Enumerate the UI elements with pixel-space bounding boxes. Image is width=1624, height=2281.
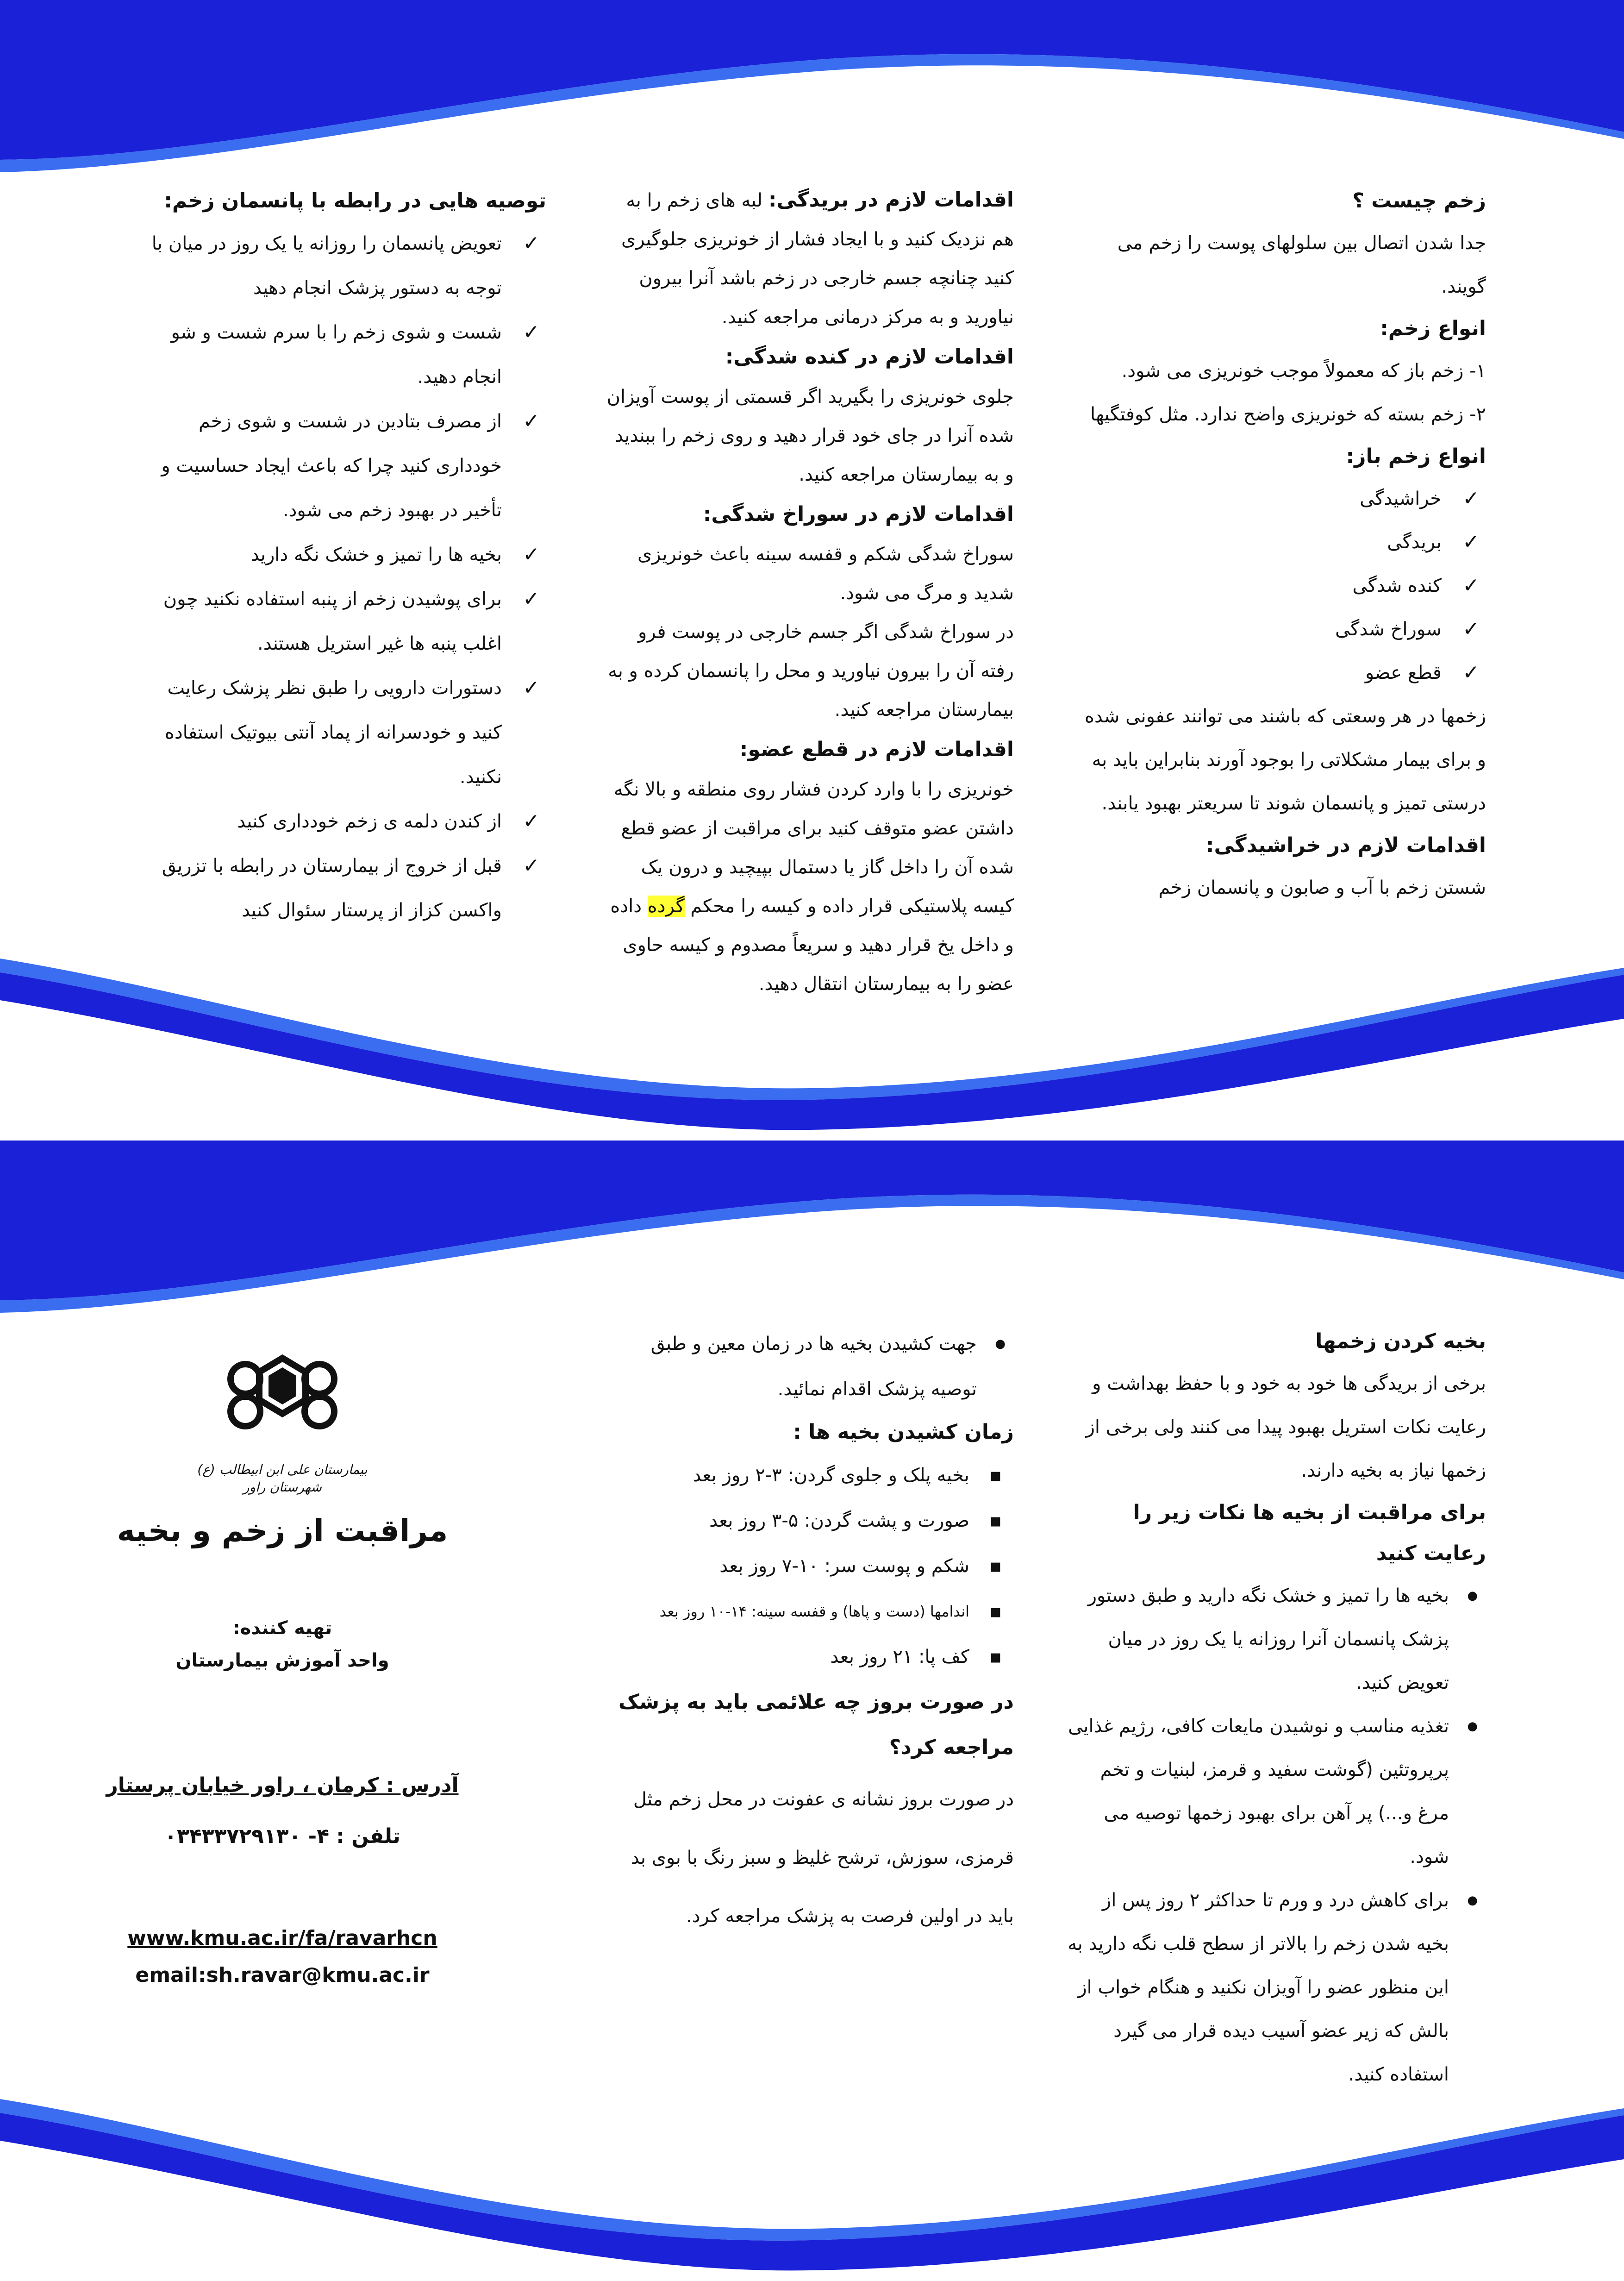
text-abrasion: شستن زخم با آب و صابون و پانسمان زخم bbox=[1158, 877, 1486, 898]
column-what-is-wound bbox=[1079, 181, 1486, 909]
paragraph-cut bbox=[606, 181, 1014, 337]
heading-stitching: بخیه کردن زخمها bbox=[1315, 1329, 1486, 1353]
removal-time-list bbox=[606, 1453, 1014, 1679]
text-when-to-see-doctor: در صورت بروز نشانه ی عفونت در محل زخم مثل قرمزی، سوزش، ترشح غلیظ و سبز رنگ با بوی بد باید در اولین فرصت به پزشک مراجعه کرد. bbox=[631, 1789, 1014, 1927]
highlighted-word: گرده bbox=[647, 896, 685, 917]
list-item: ● تغذیه مناسب و نوشیدن مایعات کافی، رژیم غذایی پرپروتئین (گوشت سفید و قرمز، لبنیات و تخم مرغ و...) پر آهن برای بهبود زخمها توصیه می شود. bbox=[1065, 1704, 1486, 1879]
logo-caption-1: بیمارستان علی ابن ابیطالب (ع) bbox=[197, 1462, 368, 1477]
list-item: ▪ بخیه پلک و جلوی گردن: ۳-۲ روز بعد bbox=[606, 1453, 1014, 1498]
heading-puncture: اقدامات لازم در سوراخ شدگی: bbox=[703, 502, 1014, 526]
phone-text: تلفن : ۴- ۰۳۴۳۳۷۲۹۱۳۰ bbox=[164, 1824, 400, 1848]
column-dressing-tips bbox=[139, 181, 546, 933]
stitch-care-list bbox=[1065, 1574, 1486, 2096]
column-first-aid bbox=[606, 181, 1014, 1003]
address-text: آدرس : کرمان ، راور خیابان پرستار bbox=[106, 1773, 459, 1797]
text-stitching: برخی از بریدگی ها خود به خود و با حفظ بهداشت و رعایت نکات استریل بهبود پیدا می کنند ولی برخی از زخمها نیاز به بخیه دارند. bbox=[1086, 1373, 1486, 1481]
list-item: ▪ اندامها (دست و پاها) و قفسه سینه: ۱۴-۱۰ روز بعد bbox=[606, 1589, 1014, 1634]
hospital-logo bbox=[74, 1354, 491, 1496]
list-item: ✓ از مصرف بتادین در شست و شوی زخم خودداری کنید چرا که باعث ایجاد حساسیت و تأخیر در بهبود زخم می شود. bbox=[139, 399, 546, 533]
list-item: ▪ کف پا: ۲۱ روز بعد bbox=[606, 1634, 1014, 1679]
text-puncture-2: در سوراخ شدگی اگر جسم خارجی در پوست فرو رفته آن را بیرون نیاورید و محل را پانسمان کرده و به بیمارستان مراجعه کنید. bbox=[608, 621, 1014, 721]
brochure-page-inside bbox=[0, 1140, 1624, 2281]
list-item: ✓ دستورات دارویی را طبق نظر پزشک رعایت کنید و خودسرانه از پماد آنتی بیوتیک استفاده نکنید. bbox=[139, 666, 546, 799]
list-item: ✓ شست و شوی زخم را با سرم شست و شو انجام دهید. bbox=[139, 310, 546, 399]
text-amputation-b: داده و داخل یخ قرار دهید و سریعاً مصدوم و کیسه حاوی عضو را به بیمارستان انتقال دهید. bbox=[610, 896, 1014, 995]
list-item: ✓ از کندن دلمه ی زخم خودداری کنید bbox=[139, 799, 546, 844]
heading-avulsion: اقدامات لازم در کنده شدگی: bbox=[725, 345, 1014, 369]
heading-cut: اقدامات لازم در بریدگی: bbox=[768, 188, 1014, 212]
list-item: ● جهت کشیدن بخیه ها در زمان معین و طبق توصیه پزشک اقدام نمائید. bbox=[606, 1321, 1014, 1412]
list-item: ✓ قبل از خروج از بیمارستان در رابطه با تزریق واکسن کزاز از پرستار سئوال کنید bbox=[139, 844, 546, 933]
top-wave-decoration bbox=[0, 0, 1624, 194]
prepared-by-value: واحد آموزش بیمارستان bbox=[175, 1650, 389, 1671]
text-wound-type-2: ۲- زخم بسته که خونریزی واضح ندارد. مثل کوفتگیها bbox=[1090, 404, 1486, 425]
website-link[interactable]: www.kmu.ac.ir/fa/ravarhcn bbox=[127, 1926, 437, 1950]
heading-abrasion: اقدامات لازم در خراشیدگی: bbox=[1206, 833, 1486, 857]
brochure-page-outside bbox=[0, 0, 1624, 1140]
heading-amputation: اقدامات لازم در قطع عضو: bbox=[739, 738, 1014, 761]
heading-what-is-wound: زخم چیست ؟ bbox=[1352, 189, 1486, 213]
text-what-is-wound: جدا شدن اتصال بین سلولهای پوست را زخم می گویند. bbox=[1117, 232, 1486, 297]
column-stitch-removal bbox=[606, 1321, 1014, 1945]
text-avulsion: جلوی خونریزی را بگیرید اگر قسمتی از پوست آویزان شده آنرا در جای خود قرار دهید و روی زخم را ببندید و به بیمارستان مراجعه کنید. bbox=[606, 386, 1014, 485]
list-item: ✓ بخیه ها را تمیز و خشک نگه دارید bbox=[139, 533, 546, 577]
list-item: ✓ بریدگی bbox=[1079, 520, 1486, 564]
brochure-title: مراقبت از زخم و بخیه bbox=[117, 1513, 448, 1548]
list-item: ● بخیه ها را تمیز و خشک نگه دارید و طبق دستور پزشک پانسمان آنرا روزانه یا یک روز در میان تعویض کنید. bbox=[1065, 1574, 1486, 1704]
heading-open-wound-types: انواع زخم باز: bbox=[1346, 445, 1486, 468]
heading-when-to-see-doctor: در صورت بروز چه علائمی باید به پزشک مراجعه کرد؟ bbox=[618, 1690, 1014, 1759]
removal-note-list bbox=[606, 1321, 1014, 1412]
text-wound-type-1: ۱- زخم باز که معمولاً موجب خونریزی می شود. bbox=[1121, 360, 1486, 382]
text-puncture-1: سوراخ شدگی شکم و قفسه سینه باعث خونریزی شدید و مرگ می شود. bbox=[637, 544, 1014, 604]
column-cover bbox=[74, 1354, 491, 1992]
bottom-wave-decoration bbox=[0, 2080, 1624, 2281]
list-item: ▪ شکم و پوست سر: ۱۰-۷ روز بعد bbox=[606, 1543, 1014, 1589]
bottom-wave-decoration bbox=[0, 940, 1624, 1140]
list-item: ✓ کنده شدگی bbox=[1079, 564, 1486, 608]
heading-stitch-care: برای مراقبت از بخیه ها نکات زیر را رعایت کنید bbox=[1133, 1501, 1486, 1565]
prepared-by-label: تهیه کننده: bbox=[232, 1617, 332, 1639]
heading-dressing-tips: توصیه هایی در رابطه با پانسمان زخم: bbox=[164, 189, 546, 213]
column-stitching bbox=[1065, 1321, 1486, 2096]
list-item: ● برای کاهش درد و ورم تا حداکثر ۲ روز پس از بخیه شدن زخم را بالاتر از سطح قلب نگه دارید به این منظور عضو را آویزان نکنید و هنگام خواب از بالش که زیر عضو آسیب دیده قرار می گیرد استفاده کنید. bbox=[1065, 1879, 1486, 2096]
list-item: ✓ سوراخ شدگی bbox=[1079, 608, 1486, 651]
hospital-logo-icon bbox=[213, 1354, 352, 1451]
top-wave-decoration bbox=[0, 1140, 1624, 1335]
text-amputation-a: خونریزی را با وارد کردن فشار روی منطقه و بالا نگه داشتن عضو متوقف کنید برای مراقبت از عضو قطع شده آن را داخل گاز یا دستمال بپیچید و درون یک کیسه پلاستیکی قرار داده و کیسه را محکم bbox=[613, 779, 1014, 917]
text-infection-warning: زخمها در هر وسعتی که باشند می توانند عفونی شده و برای بیمار مشکلاتی را بوجود آورند بنابراین باید به درستی تمیز و پانسمان شوند تا سریعتر بهبود یابند. bbox=[1084, 706, 1486, 814]
list-item: ▪ صورت و پشت گردن: ۵-۳ روز بعد bbox=[606, 1498, 1014, 1543]
open-wound-types-list bbox=[1079, 477, 1486, 695]
logo-caption-2: شهرستان راور bbox=[243, 1479, 322, 1495]
list-item: ✓ قطع عضو bbox=[1079, 651, 1486, 695]
heading-removal-time: زمان کشیدن بخیه ها : bbox=[793, 1420, 1014, 1444]
heading-wound-types: انواع زخم: bbox=[1380, 317, 1486, 340]
list-item: ✓ تعویض پانسمان را روزانه یا یک روز در میان با توجه به دستور پزشک انجام دهید bbox=[139, 221, 546, 310]
list-item: ✓ خراشیدگی bbox=[1079, 477, 1486, 520]
text-cut: لبه های زخم را به هم نزدیک کنید و با ایجاد فشار از خونریزی جلوگیری کنید چنانچه جسم خارجی در زخم باشد آنرا بیرون نیاورید و به مرکز درمانی مراجعه کنید. bbox=[621, 190, 1014, 328]
dressing-tips-list bbox=[139, 221, 546, 933]
email-link[interactable]: email:sh.ravar@kmu.ac.ir bbox=[135, 1963, 430, 1987]
list-item: ✓ برای پوشیدن زخم از پنبه استفاده نکنید چون اغلب پنبه ها غیر استریل هستند. bbox=[139, 577, 546, 666]
